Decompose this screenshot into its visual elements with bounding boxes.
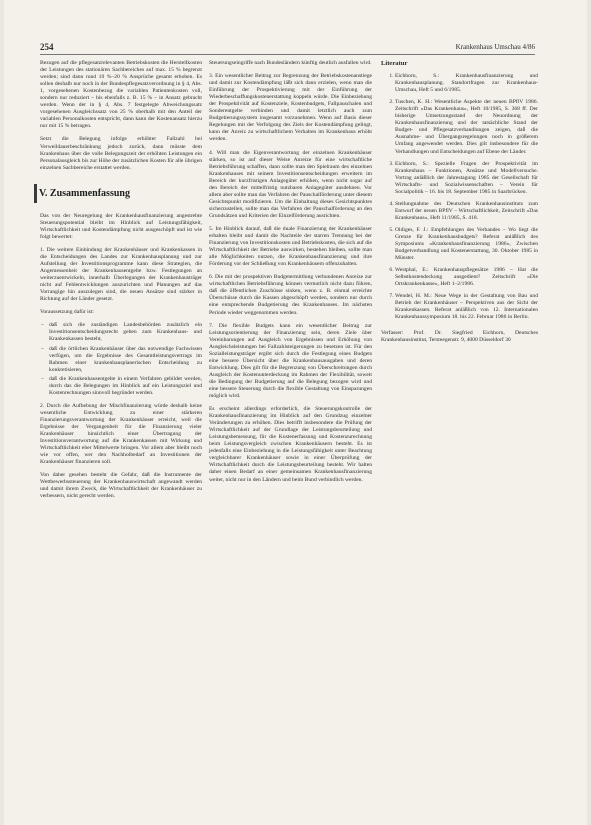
paragraph: 6. Die mit der prospektiven Budgetermittlung verbundenen Anreize zur wirtschaftlichen Betriebsführung können vermutlich nicht dazu führen, daß die öffentlichen Zuschüsse sinken, wenn z. B. einmal erreichte Überschüsse durch die Kassen abgeschöpft werden, sondern nur durch eine entsprechende Budgetierung des Krankenhauses. Im nächsten Periode wieder weggenommen werden. [209, 274, 372, 316]
column-left [40, 60, 202, 506]
paragraph: Steuerungseingriffe nach Bundesländern künftig deutlich ausfallen wird. [209, 60, 372, 66]
scan-edge-left [0, 0, 4, 825]
section-heading: V. Zusammenfassung [34, 184, 202, 203]
paragraph: Bezugen auf die pflegesatzrelevanten Betriebskosten die Herstellkosten der Leistungen des stationären Sachbereiches auf max. 15 % begrenzt werden; sind dann rund 10 %–20 % Ansprüche gesamt erhoben. Es sollen deshalb nur noch in der Bundespflegesatzverordnung in § 4, Abs. 1, vorgesehenen Kostenbezug die variablen Patientenkosten voll, sondern nur reduziert – bis ebenfalls z. B. 15 % – in Ansatz gebracht werden. Wenn der in § 4, Abs. 7 festgelegte Abweichungssatz vorgesehenen Ausgleichssatz von 25 % oberhalb mit den Anteil der variablen Personalkosten entspricht, dann kann der Kostenansatz hierzu nur mit 15 % betragen. [40, 60, 202, 130]
paragraph: Von daher gesehen besteht die Gefahr, daß die Instrumente der Wettbewerbssteuerung der Krankenhauswirtschaft angewandt werden und damit ihrem Zweck, die Wirtschaftlichkeit der Krankenhäuser zu verbessern, nicht gerecht werden. [40, 472, 202, 500]
running-head: Krankenhaus Umschau 4/86 [455, 43, 535, 51]
reference-item: 6. Westphal, E.: Krankenhauspflegesätze 1986 – Hat die Selbstkostendeckung ausgedient? Zeitschrift »Die Ortskrankenkasse«, Heft 1–2/1986. [395, 267, 538, 288]
paragraph: Setzt die Belegung infolge erhöhter Fallzahl bei Verweildauerbeschränkung jedoch zurück, dann müsste dem Krankenhaus über die volle Belegungszeit der erhöhten Leistungen ein Personalausgleich bis zur Höhe der zusätzlichen Kosten für alle übrigen einzelnen Sachbereiche erstattet werden. [40, 136, 202, 171]
paragraph: 7. Die flexible Budgets kann ein wesentlicher Beitrag zur Leistungsorientierung der Finanzierung sein, deren Ziele über Vereinbarungen auf Ausgleich von Ergebnissen und Erhöhung von Ausgleichsleistungen bei Fallzahlsteigerungen zu besetzen ist. Für den Sozialleistungsträger ergibt sich durch die Festlegung eines Budgets eine bessere Übersicht über die Krankenhausausgaben und deren Entwicklung. Dies gilt für die Begrenzung von Überschreitungen durch Ausgleich der Kostenunterdeckung im Rahmen der Flexibilität, soweit die Bedingung der Budgetierung auf die Belegung bezogen wird und eine bessere Steuerung durch die flexible Gestaltung von Einsparungen möglich wird. [209, 322, 372, 400]
paragraph: 2. Durch die Aufhebung der Mischfinanzierung würde deshalb keine wesentliche Entwicklung zu einer stärkeren Finanzierungsverantwortung der Krankenhäuser erreicht, weil die Ergebnisse der Vergangenheit für die Finanzierung vieler Krankenhäuser hinsichtlich einer Übertragung der Investitionsverantwortung auf die Krankenkassen mit Wirkung und Wirtschaftlichkeit eher Mittelwerte bringen. Vor allem aber bleibt noch wie vor offen, wer den Nachholbedarf an Investitionen der Krankenhäuser finanzieren soll. [40, 402, 202, 466]
literature-heading: Literatur [381, 60, 408, 67]
header-rule [40, 54, 535, 55]
reference-item: 3. Eichhorn, S.: Spezielle Fragen der Prospektivität im Krankenhaus – Funktionen, Ansätze und Modellversuche. Vortrag anläßlich der Jahrestagung 1985 der Gesellschaft für Wirtschafts- und Sozialwissenschaften – Verein für Socialpolitik – 16. bis 18. September 1985 in Saarbrücken. [395, 161, 538, 196]
paragraph: 5. Im Hinblick darauf, daß die duale Finanzierung der Krankenhäuser erhalten bleibt und damit die Nachteile der starren Trennung bei der Finanzierung von Investitionskosten und Betriebskosten, die sich auf die Wirtschaftlichkeit der Betriebe auswirken, bestehen bleiben, sollte man alle Möglichkeiten nutzen, die Krankenhausfinanzierung und ihre Förderung vor der Schließung von Krankenhäusern offenzuhalten. [209, 225, 372, 268]
paragraph: Voraussetzung dafür ist: [40, 309, 94, 316]
reference-item: 5. Oldiges, F. J.: Empfehlungen des Verbandes – Wo liegt die Grenze für Krankenhausbudgets? Referat anläßlich des Symposiums »Krankenhausfinanzierung 1986«, Zwischen Budgetverhandlung und Kostenerstattung, 30. Oktober 1985 in Münster. [395, 227, 538, 262]
column-right [381, 60, 538, 344]
reference-item: 7. Wendel, H. M.: Neue Wege in der Gestaltung von Bau und Betrieb der Krankenhäuser – Perspektiven aus der Sicht der Krankenkassen. Referat anläßlich von 12. Internationalen Krankenhaussymposium 18. bis 22. Februar 1986 in Berlin. [395, 293, 538, 321]
paragraph: 1. Die weitere Einbindung der Krankenhäuser und Krankenkassen in die Entscheidungen des Landes zur Krankenhausplanung und zur Aufstellung der Investitionsprogramme kann diese Strategien, die Angemessenheit der Krankenhausentgelte bzw. Festlegungen an weiterzuentwickeln, innerhalb Überlegungen der Krankenhausträger nicht auf Fehlentwicklungen auszurichten und Planungen auf das Vorrangige hin auszulegen sind, die neuen Ansätze sind stärker in Richtung auf der Länder gesetzt. [40, 246, 202, 303]
bullet-list [40, 322, 202, 396]
paragraph: 4. Will man die Eigenverantwortung der einzelnen Krankenhäuser stärken, so ist auf dieser Weise Anreize für eine wirtschaftliche Betriebsführung schaffen, dann sollte man den Spielraum des einzelnen Krankenhauses mit seinem Investitionsentscheidungen erweitern im Bereich der kurzfristigen Anlagegüter erhöhen, wenn nicht sogar auf den Bereich der mittelfristig nutzbaren Anlagegüter ausdehnen. Vor allem aber sollte man das Verfahren der Pauschalförderung unter diesem Gesichtspunkt modifizieren. Um die Einhaltung dieses Gesichtspunktes sicherzustellen, sollte man das Verfahren der Pauschalförderung an den Grundsätzen und Kriterien der Einzelförderung ausrichten. [209, 149, 372, 219]
reference-list [381, 73, 538, 321]
reference-item: 1. Eichhorn, S.: Krankenhausfinanzierung und Krankenhausplanung. Standortfragen zur Krankenhaus-Umschau, Heft 5 und 6/1985. [395, 73, 538, 94]
author-address: Verfasser: Prof. Dr. Siegfried Eichhorn, Deutsches Krankenhausinstitut, Tersteegenstr. 9, 4000 Düsseldorf 30 [381, 329, 538, 343]
paragraph: Es erscheint allerdings erforderlich, die Steuerungskontrolle der Krankenhausfinanzierung im Hinblick auf den Grundzug einzelner Veränderungen zu erhöhen. Dies betrifft insbesondere die Prüfung der Wirtschaftlichkeit auf der Grundlage der Leistungsbeurteilung und Leistungsbemessung, für die Kostenerfassung und Kostenzurechnung beim Leistungsvergleich zwischen Krankenhäusern besteht. Es ist jedenfalls eine Einbeziehung in die Leistungsfähigkeit unter Beachtung vergleichbarer Krankenhäuser sowie in einer Überprüfung der Wirtschaftlichkeit durch die Leistungsbeurteilung besteht. Wir halten daher einen Bedarf an einer gemeinsamen Krankenhausfinanzierung weiter, nicht nur in den Ländern und beim Bund verbindlich werden. [209, 406, 372, 483]
scan-edge-right [587, 0, 591, 825]
paragraph: 3. Ein wesentlicher Beitrag zur Begrenzung der Betriebskostenanstiege und damit zur Kostendämpfung läßt sich dann erzielen, wenn man die Einführung der Prospektivierung mit der Einführung der Wiederbeschaffungskostenerstattung koppeln würde. Die Einbeziehung der Prospektivität auf Kostenziele, Kostenbudgets, Fallpauschalen und Sonderentgelte verbinden und damit letztlich auch zum Budgetierungssystem insgesamt vorzunehmen. Wenn auf Basis dieser Regelungen mit der Verfolgung des Ziels der Kostendämpfung gelingt, kann der Anreiz zu wirtschaftlichem Verhalten im Krankenhaus erhöht werden. [209, 73, 372, 143]
list-item: – daß die Krankenhausentgelte in einem Verfahren gebildet werden, durch das die Belegungen im Hinblick auf ein Leistungsziel und Kostenrechnungen sinnvoll begründet werden. [49, 376, 202, 397]
list-item: – daß die örtlichen Krankenhäuser über das notwendige Fachwissen verfügen, um die Ergebnisse des Gesamtleistungsvertrags im Rahmen einer krankenhausplanerischen Entscheidung zu konkretisieren, [49, 346, 202, 374]
column-middle [209, 60, 372, 490]
reference-item: 4. Stellungnahme des Deutschen Krankenhausinstituts zum Entwurf der neuen BPflV – Wirtschaftlichkeit, Zeitschrift »Das Krankenhaus«, Heft 11/1985, S. 418. [395, 201, 538, 222]
list-item: – daß sich die zuständigen Landesbehörden zusätzlich ein Investitionsentscheidungsrecht geben zum Krankenhaus- und Krankenkassen besteht, [49, 322, 202, 343]
reference-item: 2. Tuschen, K. H.: Wesentliche Aspekte der neuen BPflV 1986. Zeitschrift »Das Krankenhaus«, Heft 10/1985, S. 368 ff. Der bisherige Umsetzungsstand der Neuordnung der Krankenhausfinanzierung und der tatsächliche Stand der Budget- und Pflegesatzverhandlungen zeigen, daß die Ausnahme- und Übergangsregelungen noch in größerem Umfang angewendet werden. Dies gilt insbesondere für die Verhandlungen und Entscheidungen auf Ebene der Länder. [395, 99, 538, 155]
page-number: 254 [40, 42, 54, 52]
paragraph: Das von der Neuregelung der Krankenhausfinanzierung angestrebte Steuerungspotential bleibt im Hinblick auf Leistungsfähigkeit, Wirtschaftlichkeit und Kostendämpfung nicht ausgeschöpft und ist wie folgt bewertet: [40, 212, 202, 240]
